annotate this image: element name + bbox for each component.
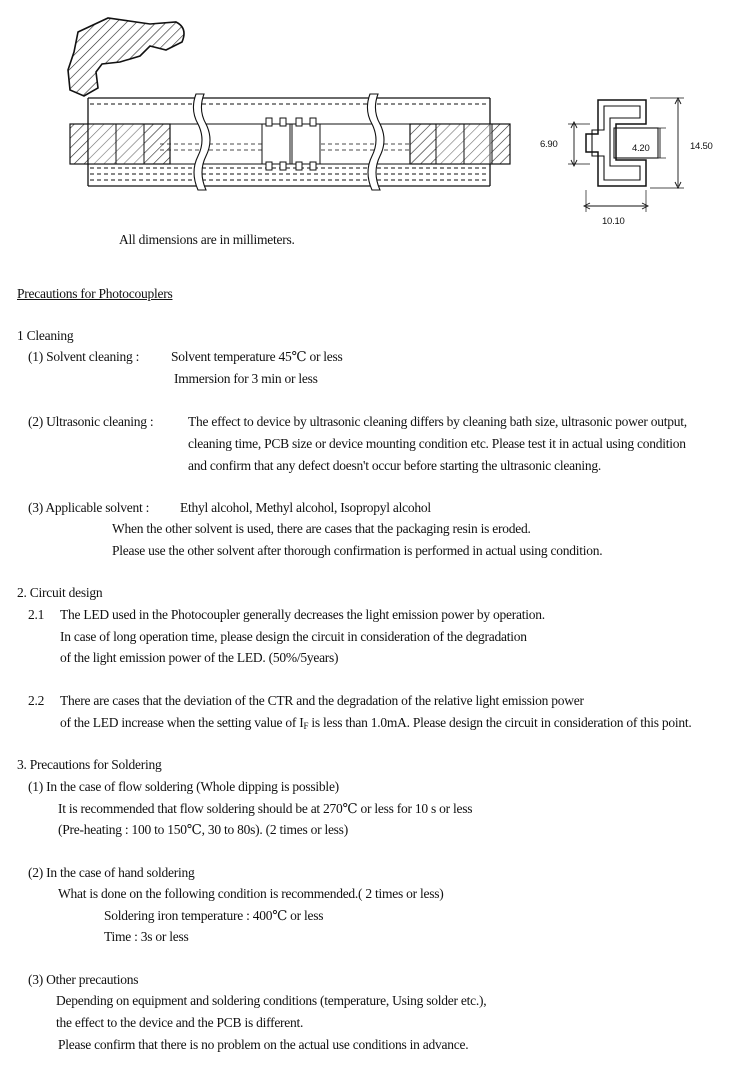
item-text: of the light emission power of the LED. (50%/5years) <box>60 650 339 665</box>
item-text: What is done on the following condition is recommended.( 2 times or less) <box>58 886 444 901</box>
item-text: It is recommended that flow soldering should be at 270℃ or less for 10 s or less <box>58 801 473 816</box>
item-text: cleaning time, PCB size or device mounting condition etc. Please test it in actual using condition <box>188 436 686 451</box>
item-number: 2.2 <box>28 693 45 708</box>
item-text: There are cases that the deviation of the CTR and the degradation of the relative light emission power <box>60 693 584 708</box>
item-text <box>60 714 691 735</box>
item-text: (Pre-heating : 100 to 150℃, 30 to 80s). (2 times or less) <box>58 822 348 837</box>
page-title: Precautions for Photocouplers <box>17 286 173 301</box>
break-mark-left <box>193 94 210 190</box>
text-part: is less than 1.0mA. Please design the circuit in consideration of this point. <box>308 715 692 730</box>
packaging-figure <box>0 0 750 260</box>
item-text: and confirm that any defect doesn't occur before starting the ultrasonic cleaning. <box>188 458 602 473</box>
item-text: Ethyl alcohol, Methyl alcohol, Isopropyl alcohol <box>180 500 431 515</box>
item-text: Time : 3s or less <box>104 929 189 944</box>
tube-end-profile-drawing <box>568 98 684 212</box>
item-text: When the other solvent is used, there are cases that the packaging resin is eroded. <box>112 521 531 536</box>
item-label: (2) Ultrasonic cleaning : <box>28 414 154 429</box>
item-text: Please use the other solvent after thorough confirmation is performed in actual using condition. <box>112 543 603 558</box>
item-label: (3) Other precautions <box>28 972 139 987</box>
item-text: Depending on equipment and soldering conditions (temperature, Using solder etc.), <box>56 993 487 1008</box>
item-text: The effect to device by ultrasonic cleaning differs by cleaning bath size, ultrasonic power output, <box>188 414 687 429</box>
dimension-label: 6.90 <box>540 139 558 150</box>
section-heading-circuit-design: 2. Circuit design <box>17 585 103 600</box>
break-mark-right <box>367 94 384 190</box>
item-text: Solvent temperature 45℃ or less <box>171 349 343 364</box>
item-text: Please confirm that there is no problem on the actual use conditions in advance. <box>58 1037 469 1052</box>
item-text: In case of long operation time, please design the circuit in consideration of the degradation <box>60 629 527 644</box>
device-pair-in-tube <box>262 118 320 170</box>
item-label: (1) Solvent cleaning : <box>28 349 140 364</box>
section-heading-soldering: 3. Precautions for Soldering <box>17 757 162 772</box>
figure-caption: All dimensions are in millimeters. <box>119 232 295 247</box>
dimension-label: 10.10 <box>602 216 625 227</box>
item-number: 2.1 <box>28 607 45 622</box>
item-label: (3) Applicable solvent : <box>28 500 150 515</box>
item-text: The LED used in the Photocoupler generally decreases the light emission power by operation. <box>60 607 545 622</box>
section-heading-cleaning: 1 Cleaning <box>17 328 74 343</box>
item-text: Soldering iron temperature : 400℃ or less <box>104 908 324 923</box>
item-label: (2) In the case of hand soldering <box>28 865 195 880</box>
stopper-left <box>70 124 170 164</box>
stopper-right <box>410 124 510 164</box>
item-text: the effect to the device and the PCB is different. <box>56 1015 304 1030</box>
dimension-label: 4.20 <box>632 143 650 154</box>
item-text: Immersion for 3 min or less <box>174 371 318 386</box>
text-part: of the LED increase when the setting value of I <box>60 715 304 730</box>
subscript: F <box>303 721 309 731</box>
tube-cross-section-drawing <box>68 18 184 96</box>
dimension-label: 14.50 <box>690 141 713 152</box>
item-label: (1) In the case of flow soldering (Whole dipping is possible) <box>28 779 339 794</box>
